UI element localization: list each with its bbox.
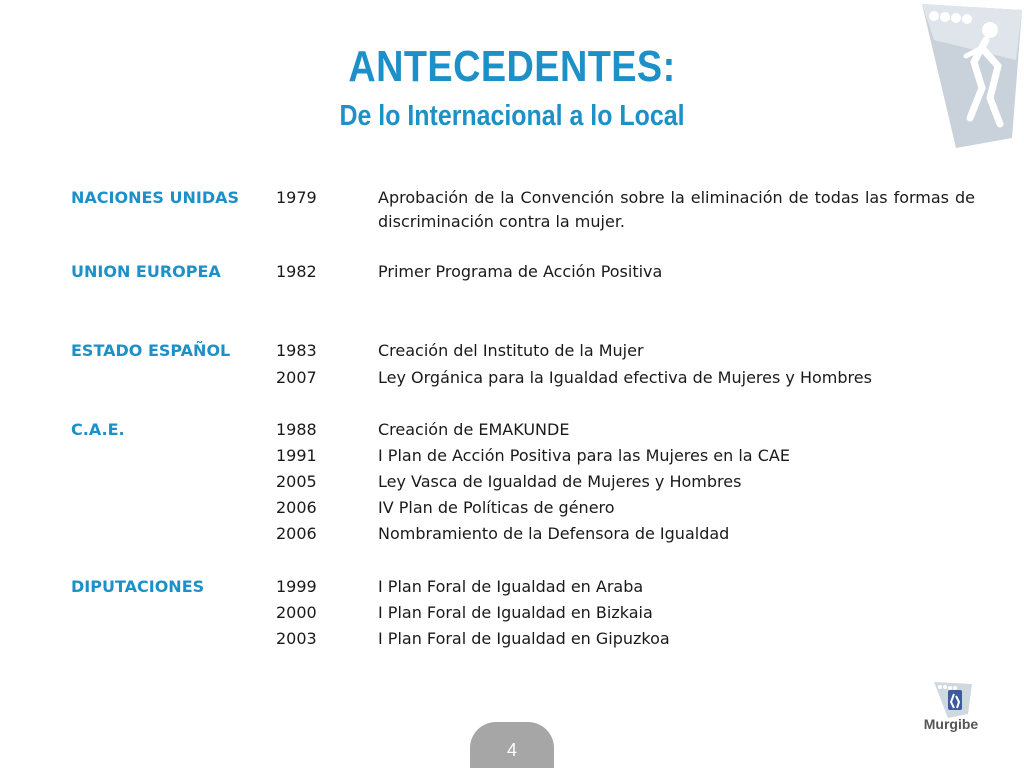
institution-label: UNION EUROPEA xyxy=(71,262,221,281)
description-text: I Plan Foral de Igualdad en Gipuzkoa xyxy=(378,629,670,648)
institution-label: C.A.E. xyxy=(71,420,125,439)
description-text: I Plan de Acción Positiva para las Mujeres en la CAE xyxy=(378,446,790,465)
description-text: I Plan Foral de Igualdad en Bizkaia xyxy=(378,603,653,622)
year-label: 2005 xyxy=(276,472,317,491)
year-label: 2007 xyxy=(276,368,317,387)
institution-label: ESTADO ESPAÑOL xyxy=(71,341,231,360)
brand-name: Murgibe xyxy=(923,716,979,732)
description-text: Creación de EMAKUNDE xyxy=(378,420,570,439)
murgibe-logo-icon xyxy=(920,680,982,742)
year-label: 1979 xyxy=(276,188,317,207)
year-label: 1999 xyxy=(276,577,317,596)
year-label: 1988 xyxy=(276,420,317,439)
institution-label: DIPUTACIONES xyxy=(71,577,205,596)
year-label: 2000 xyxy=(276,603,317,622)
description-text: Creación del Instituto de la Mujer xyxy=(378,341,644,360)
description-text: IV Plan de Políticas de género xyxy=(378,498,615,517)
page-subtitle: De lo Internacional a lo Local xyxy=(339,100,685,132)
year-label: 2006 xyxy=(276,498,317,517)
year-label: 2003 xyxy=(276,629,317,648)
page-title: ANTECEDENTES: xyxy=(348,42,676,91)
description-text: Ley Orgánica para la Igualdad efectiva de Mujeres y Hombres xyxy=(378,368,872,387)
description-text: Primer Programa de Acción Positiva xyxy=(378,262,663,281)
description-text: Aprobación de la Convención sobre la eliminación de todas las formas de discriminación contra la mujer. xyxy=(378,188,975,231)
year-label: 1991 xyxy=(276,446,317,465)
description-text: Nombramiento de la Defensora de Igualdad xyxy=(378,524,730,543)
description-text: I Plan Foral de Igualdad en Araba xyxy=(378,577,644,596)
year-label: 1983 xyxy=(276,341,317,360)
description-text: Ley Vasca de Igualdad de Mujeres y Hombres xyxy=(378,472,742,491)
table-row xyxy=(0,186,1024,234)
institution-label: NACIONES UNIDAS xyxy=(71,188,240,207)
year-label: 2006 xyxy=(276,524,317,543)
year-label: 1982 xyxy=(276,262,317,281)
page-number: 4 xyxy=(506,740,517,760)
